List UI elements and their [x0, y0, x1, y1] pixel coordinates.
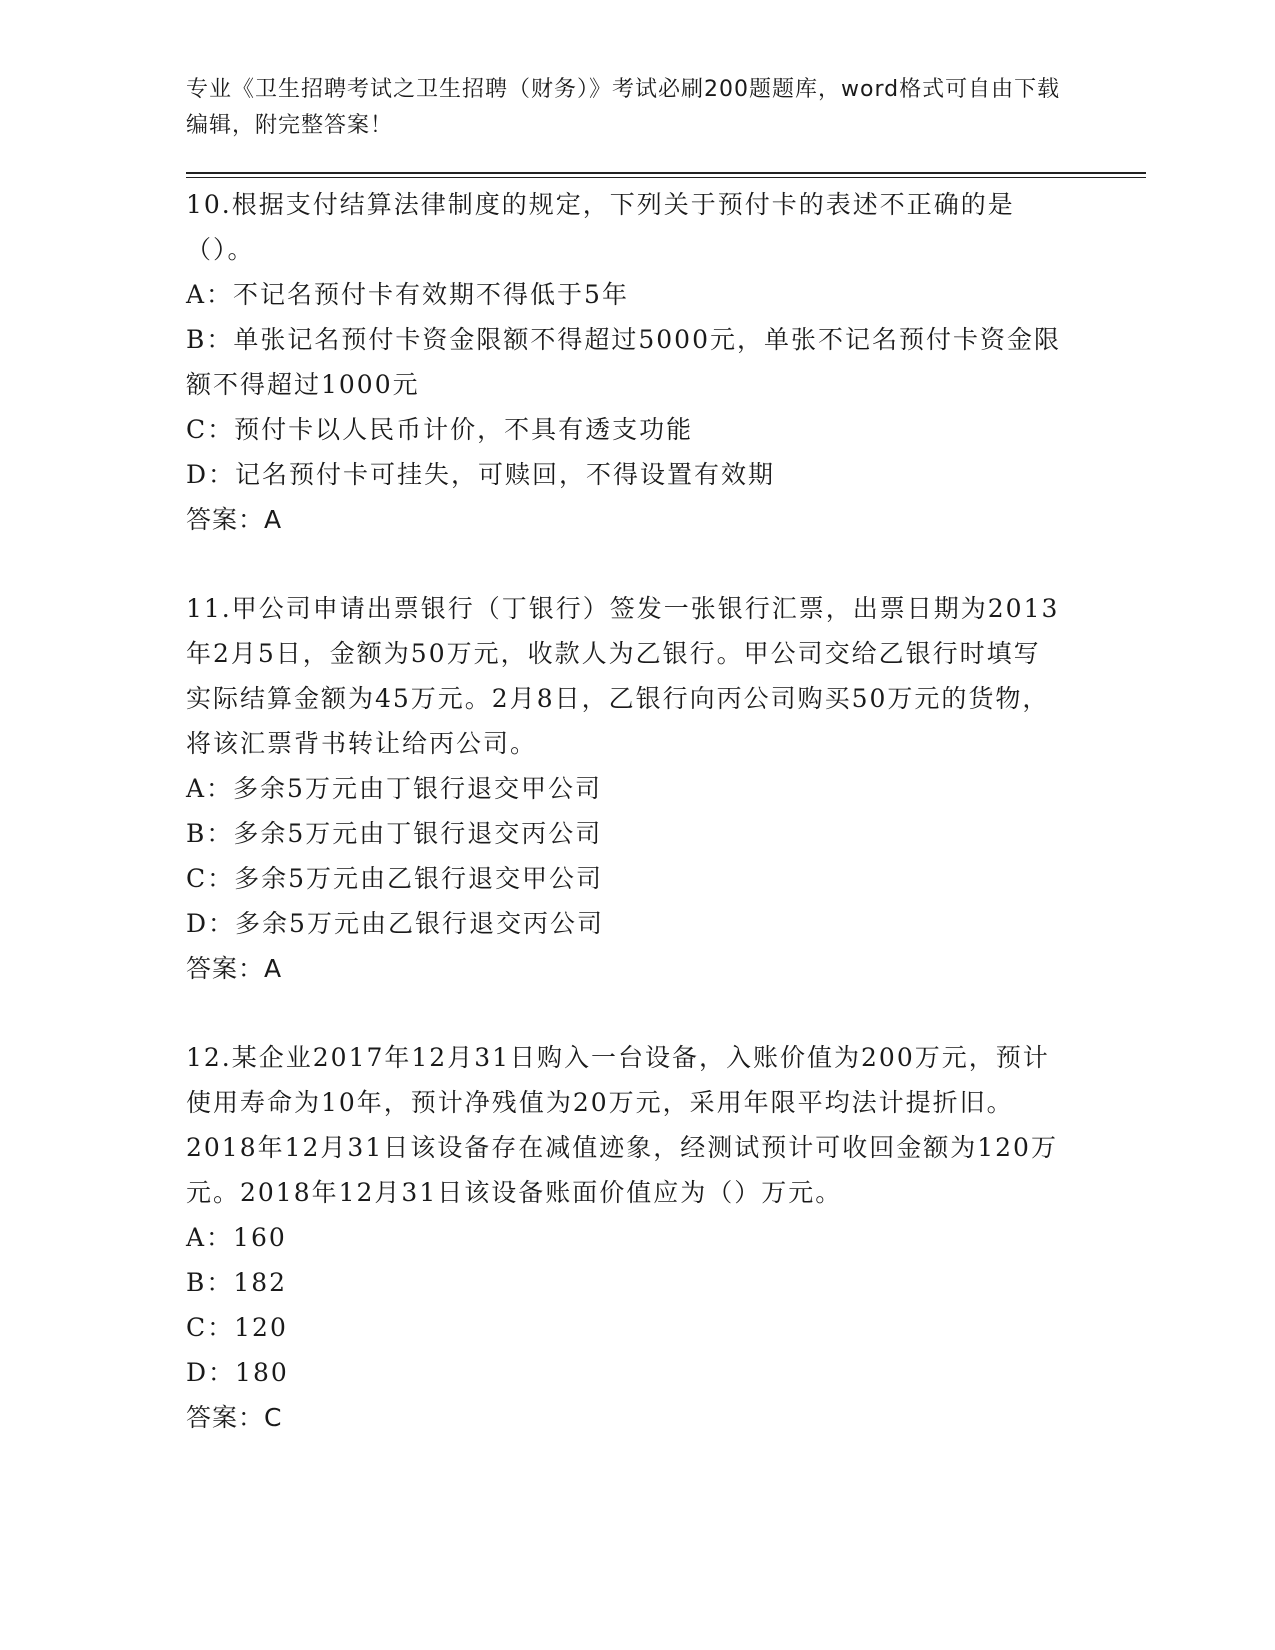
option-d: D：180	[186, 1358, 289, 1387]
question-10	[186, 182, 1146, 542]
question-text: 10.根据支付结算法律制度的规定，下列关于预付卡的表述不正确的是（）。	[186, 190, 1015, 264]
option-b: B：单张记名预付卡资金限额不得超过5000元，单张不记名预付卡资金限额不得超过1000元	[186, 325, 1061, 399]
option-d: D：多余5万元由乙银行退交丙公司	[186, 909, 604, 938]
option-c: C：多余5万元由乙银行退交甲公司	[186, 864, 604, 893]
answer-label: 答案：C	[186, 1403, 283, 1432]
option-a: A：160	[186, 1223, 287, 1252]
option-a: A：不记名预付卡有效期不得低于5年	[186, 280, 629, 309]
option-c: C：120	[186, 1313, 288, 1342]
answer-label: 答案：A	[186, 954, 283, 983]
option-b: B：多余5万元由丁银行退交丙公司	[186, 819, 603, 848]
question-list	[186, 182, 1146, 1440]
document-header: 专业《卫生招聘考试之卫生招聘（财务）》考试必刷200题题库，word格式可自由下载编辑，附完整答案！	[186, 77, 1061, 138]
question-11	[186, 586, 1146, 991]
option-a: A：多余5万元由丁银行退交甲公司	[186, 774, 602, 803]
document-page	[186, 72, 1146, 1484]
header-divider	[186, 172, 1146, 178]
answer-label: 答案：A	[186, 505, 283, 534]
question-text: 12.某企业2017年12月31日购入一台设备，入账价值为200万元，预计使用寿命为10年，预计净残值为20万元，采用年限平均法计提折旧。2018年12月31日该设备存在减值迹象，经测试预计可收回金额为120万元。2018年12月31日该设备账面价值应为（）万元。	[186, 1043, 1058, 1207]
option-b: B：182	[186, 1268, 288, 1297]
question-12	[186, 1035, 1146, 1440]
option-d: D：记名预付卡可挂失，可赎回，不得设置有效期	[186, 460, 776, 489]
question-text: 11.甲公司申请出票银行（丁银行）签发一张银行汇票，出票日期为2013年2月5日，金额为50万元，收款人为乙银行。甲公司交给乙银行时填写实际结算金额为45万元。2月8日，乙银行向丙公司购买50万元的货物，将该汇票背书转让给丙公司。	[186, 594, 1060, 758]
option-c: C：预付卡以人民币计价，不具有透支功能	[186, 415, 694, 444]
